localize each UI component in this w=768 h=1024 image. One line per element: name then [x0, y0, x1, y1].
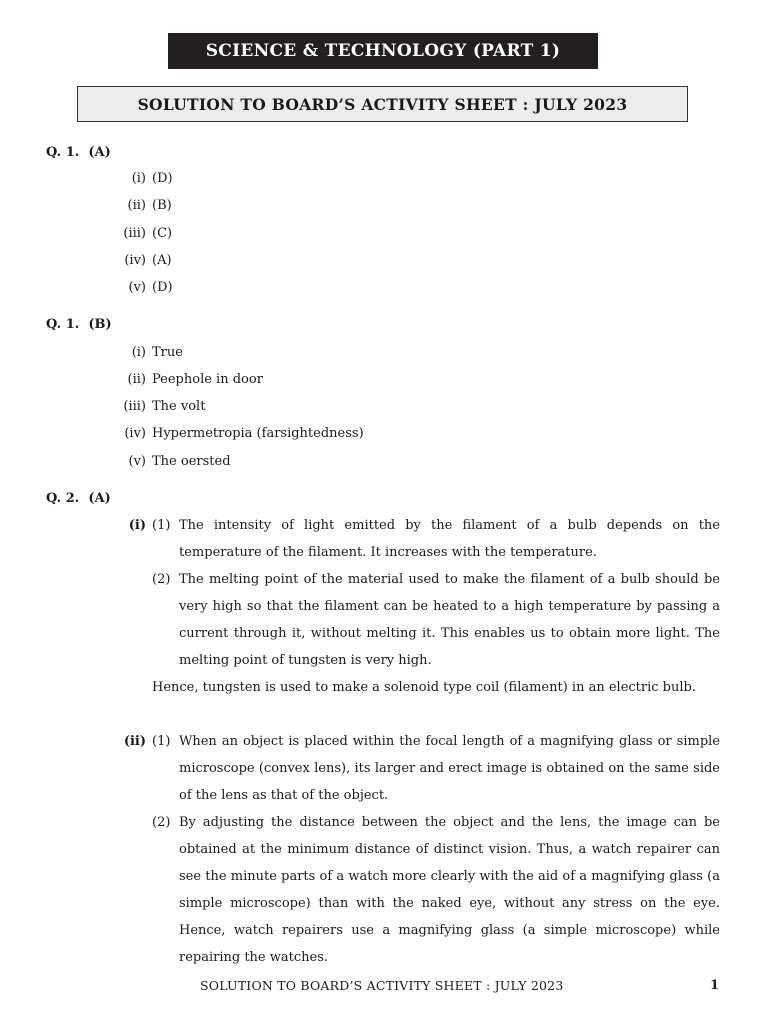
answer-text: (D) — [152, 171, 173, 186]
answer-text: (B) — [152, 198, 172, 213]
point-text: The intensity of light emitted by the filament of a bulb depends on the temperature of the filament. It increases with the temperature. — [179, 518, 720, 561]
answer-number: (v) — [128, 280, 146, 295]
point-number: (2) — [152, 572, 171, 587]
answer-text: Peephole in door — [152, 372, 263, 387]
point-number: (1) — [152, 518, 171, 533]
answer-item — [100, 226, 172, 242]
point-text: When an object is placed within the focal length of a magnifying glass or simple microscope (convex lens), its larger and erect image is obtained on the same side of the lens as that of the object. — [179, 734, 720, 804]
answer-text: (A) — [152, 253, 172, 268]
answer-number: (iv) — [124, 253, 146, 268]
answer-number: (ii) — [127, 372, 146, 387]
point-number: (2) — [152, 815, 171, 830]
answer-item — [100, 454, 231, 470]
question-heading-q1a: Q. 1. (A) — [46, 145, 111, 160]
answer-number: (i) — [131, 171, 146, 186]
answer-text: True — [152, 345, 183, 360]
point-number: (1) — [152, 734, 171, 749]
answer-number: (iv) — [124, 426, 146, 441]
point-text: By adjusting the distance between the object and the lens, the image can be obtained at the minimum distance of distinct vision. Thus, a watch repairer can see the minute parts of a watch more clearly with the aid of a magnifying glass (a simple microscope) than with the naked eye, without any stress on the eye. Hence, watch repairers use a magnifying glass (a simple microscope) while repairing the watches. — [179, 815, 720, 966]
question-heading-q1b: Q. 1. (B) — [46, 317, 112, 332]
answer-text: The oersted — [152, 454, 231, 469]
conclusion-text: Hence, tungsten is used to make a solenoid type coil (filament) in an electric bulb. — [152, 680, 696, 695]
answer-item — [100, 253, 172, 269]
answer-item — [100, 345, 183, 361]
question-heading-q2a: Q. 2. (A) — [46, 491, 111, 506]
answer-item — [100, 280, 173, 296]
answer-item — [100, 399, 205, 415]
answer-number: (ii) — [127, 198, 146, 213]
answer-number: (i) — [131, 345, 146, 360]
answer-text: Hypermetropia (farsightedness) — [152, 426, 364, 441]
answer-text: (D) — [152, 280, 173, 295]
answer-item — [100, 372, 263, 388]
page-number: 1 — [710, 978, 720, 993]
answer-item — [100, 198, 172, 214]
page-subtitle: SOLUTION TO BOARD’S ACTIVITY SHEET : JULY 2023 — [77, 86, 688, 122]
answer-item — [100, 171, 173, 187]
answer-text: The volt — [152, 399, 206, 414]
answer-text: (C) — [152, 226, 173, 241]
page-title: SCIENCE & TECHNOLOGY (PART 1) — [168, 33, 598, 69]
page-footer: SOLUTION TO BOARD’S ACTIVITY SHEET : JULY 2023 — [200, 978, 564, 993]
answer-number: (iii) — [123, 226, 146, 241]
answer-number: (v) — [128, 454, 146, 469]
answer-number: (iii) — [123, 399, 146, 414]
part-label: (i) — [128, 518, 146, 533]
point-text: The melting point of the material used to make the filament of a bulb should be very high so that the filament can be heated to a high temperature by passing a current through it, without melting it. This enables us to obtain more light. The melting point of tungsten is very high. — [179, 572, 720, 669]
answer-item — [100, 426, 364, 442]
part-label: (ii) — [123, 734, 146, 749]
